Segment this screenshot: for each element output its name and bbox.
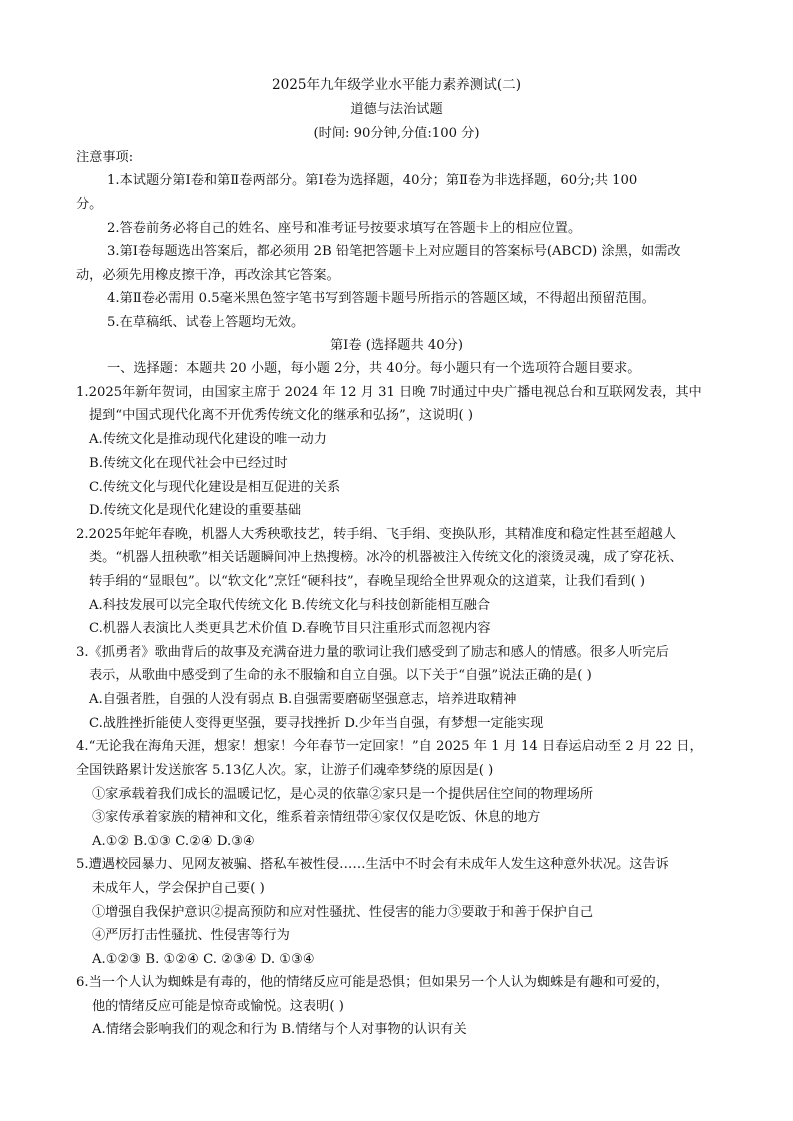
q3-options-cd: C.战胜挫折能使人变得更坚强，要寻找挫折 D.少年当自强，有梦想一定能实现: [89, 716, 544, 731]
q2-stem-line-1: 2.2025年蛇年春晚，机器人大秀秧歌技艺，转手绢、飞手绢、变换队形，其精准度和稳定性甚至超越人: [76, 527, 677, 542]
q2-options-cd: C.机器人表演比人类更具艺术价值 D.春晚节目只注重形式而忽视内容: [89, 621, 491, 636]
q3-stem-line-1: 3.《抓勇者》歌曲背后的故事及充满奋进力量的歌词让我们感受到了励志和感人的情感。很多人听完后: [76, 645, 669, 660]
note-3-line-1: 3.第Ⅰ卷每题选出答案后，都必须用 2B 铅笔把答题卡上对应题目的答案标号(ABCD) 涂黑，如需改: [107, 244, 681, 259]
q5-statements-2: ④严厉打击性骚扰、性侵害等行为: [92, 928, 290, 943]
q6-options-ab: A.情绪会影响我们的观念和行为 B.情绪与个人对事物的认识有关: [92, 1022, 467, 1037]
q1-stem-line-2: 提到“中国式现代化离不开优秀传统文化的继承和弘扬”，这说明( ): [89, 408, 474, 423]
section-1-title: 第Ⅰ卷 (选择题共 40分): [330, 338, 463, 353]
q4-statements-2: ③家传承着家族的精神和文化，维系着亲情纽带④家仅仅是吃饭、休息的地方: [92, 810, 541, 825]
exam-subject: 道德与法治试题: [350, 102, 443, 117]
q2-stem-line-2: 类。“机器人扭秧歌”相关话题瞬间冲上热搜榜。冰冷的机器被注入传统文化的滚烫灵魂，成了穿花袄、: [89, 550, 683, 565]
note-1-line-1: 1.本试题分第Ⅰ卷和第Ⅱ卷两部分。第Ⅰ卷为选择题，40分；第Ⅱ卷为非选择题，60分;共 100: [107, 173, 638, 188]
q3-stem-line-2: 表示，从歌曲中感受到了生命的永不服输和自立自强。以下关于“自强”说法正确的是( ): [89, 668, 592, 683]
q5-stem-line-1: 5.遭遇校园暴力、见网友被骗、搭私车被性侵……生活中不时会有未成年人发生这种意外状况。这告诉: [76, 857, 669, 872]
q1-option-b: B.传统文化在现代社会中已经过时: [89, 456, 288, 471]
note-2: 2.答卷前务必将自己的姓名、座号和准考证号按要求填写在答题卡上的相应位置。: [107, 221, 582, 236]
note-4: 4.第Ⅱ卷必需用 0.5毫米黑色签字笔书写到答题卡题号所指示的答题区域，不得超出预留范围。: [107, 291, 655, 306]
q4-statements-1: ①家承载着我们成长的温暖记忆，是心灵的依靠②家只是一个提供居住空间的物理场所: [92, 787, 594, 802]
q1-stem-line-1: 1.2025年新年贺词，由国家主席于 2024 年 12 月 31 日晚 7时通过中央广播电视总台和互联网发表，其中: [76, 385, 702, 400]
q1-option-a: A.传统文化是推动现代化建设的唯一动力: [89, 432, 327, 447]
exam-title: 2025年九年级学业水平能力素养测试(二): [271, 77, 522, 93]
q5-options: A.①②③ B. ①②④ C. ②③④ D. ①③④: [92, 952, 315, 967]
note-3-line-2: 动，必须先用橡皮擦干净，再改涂其它答案。: [76, 268, 340, 283]
q2-stem-line-3: 转手绢的“显眼包”。以“软文化”烹饪“硬科技”，春晚呈现给全世界观众的这道菜，让我们看到( ): [89, 574, 646, 589]
exam-time-score: (时间: 90分钟,分值:100 分): [313, 126, 480, 141]
q5-statements-1: ①增强自我保护意识②提高预防和应对性骚扰、性侵害的能力③要敢于和善于保护自己: [92, 905, 594, 920]
q5-stem-line-2: 未成年人，学会保护自己要( ): [92, 881, 265, 896]
q3-options-ab: A.自强者胜，自强的人没有弱点 B.自强需要磨砺坚强意志，培养进取精神: [89, 692, 517, 707]
notes-heading: 注意事项:: [76, 150, 134, 165]
note-1-line-2: 分。: [76, 197, 103, 212]
q2-options-ab: A.科技发展可以完全取代传统文化 B.传统文化与科技创新能相互融合: [89, 598, 491, 613]
q6-stem-line-1: 6.当一个人认为蜘蛛是有毒的，他的情绪反应可能是恐惧；但如果另一个人认为蜘蛛是有趣和可爱的，: [76, 975, 669, 990]
q1-option-c: C.传统文化与现代化建设是相互促进的关系: [89, 480, 341, 495]
q1-option-d: D.传统文化是现代化建设的重要基础: [89, 503, 302, 518]
q4-stem-line-1: 4.“无论我在海角天涯，想家！想家！今年春节一定回家！”自 2025 年 1 月 14 日春运启动至 2 月 22 日，: [76, 739, 703, 754]
note-5: 5.在草稿纸、试卷上答题均无效。: [107, 315, 305, 330]
q4-stem-line-2: 全国铁路累计发送旅客 5.13亿人次。家，让游子们魂牵梦绕的原因是( ): [76, 763, 494, 778]
section-1-instruction: 一、选择题：本题共 20 小题，每小题 2分，共 40分。每小题只有一个选项符合题目要求。: [107, 361, 641, 376]
q6-stem-line-2: 他的情绪反应可能是惊奇或愉悦。这表明( ): [92, 999, 344, 1014]
q4-options: A.①② B.①③ C.②④ D.③④: [92, 834, 255, 849]
